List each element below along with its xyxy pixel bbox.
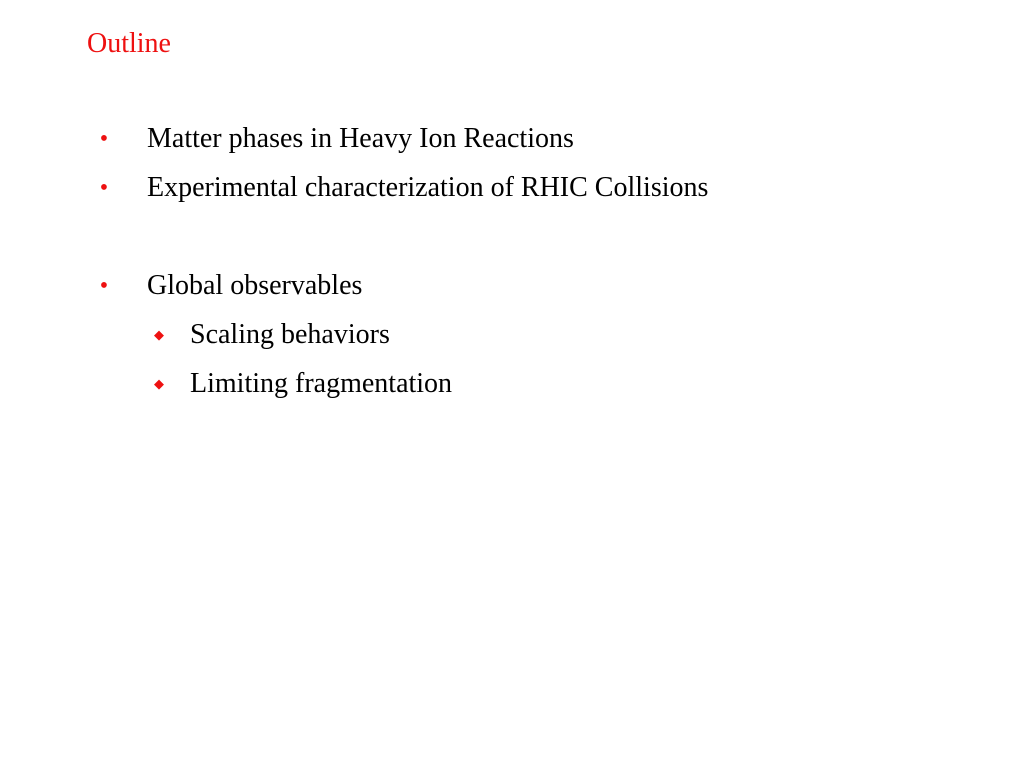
sub-bullet-text: Limiting fragmentation — [190, 368, 453, 399]
bullet-text: Experimental characterization of RHIC Collisions — [147, 172, 709, 203]
sub-bullet-item — [0, 366, 1024, 402]
slide-title: Outline — [87, 28, 171, 59]
bullet-text: Matter phases in Heavy Ion Reactions — [147, 123, 574, 154]
bullet-marker: • — [99, 175, 109, 201]
bullet-item — [0, 268, 1024, 304]
sub-bullet-item — [0, 317, 1024, 353]
bullet-text: Global observables — [147, 270, 363, 301]
diamond-bullet-icon: ◆ — [154, 327, 164, 342]
bullet-marker: • — [99, 273, 109, 299]
bullet-item — [0, 121, 1024, 157]
diamond-bullet-icon: ◆ — [154, 376, 164, 391]
bullet-marker: • — [99, 126, 109, 152]
sub-bullet-text: Scaling behaviors — [190, 319, 390, 350]
bullet-item — [0, 170, 1024, 206]
